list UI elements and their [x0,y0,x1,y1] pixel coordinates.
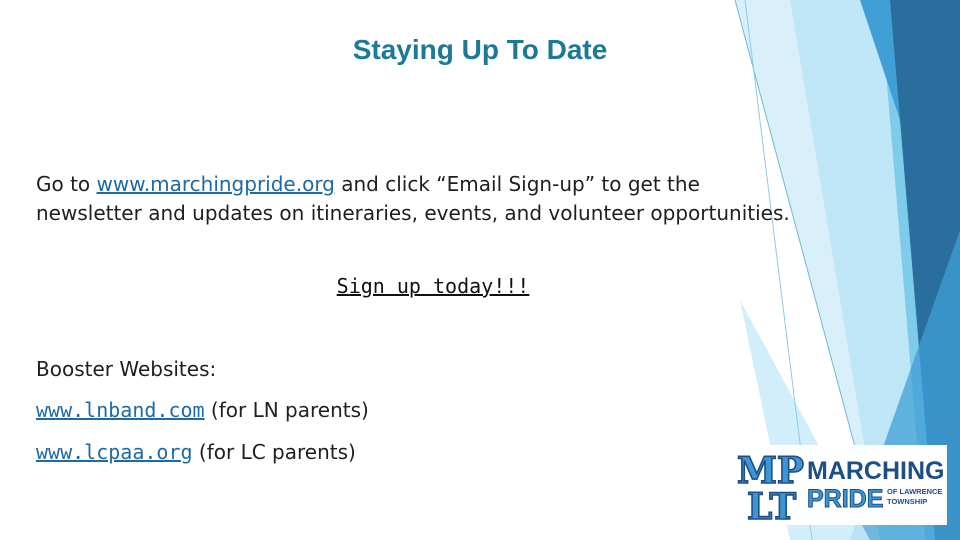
logo-monogram-top: MP [737,450,804,492]
lnband-note: (for LN parents) [204,398,369,422]
logo-monogram-bottom: LT [747,486,797,525]
sign-up-text: Sign up today!!! [336,274,530,298]
lcpaa-note: (for LC parents) [192,440,356,464]
logo-line1: MARCHING [807,457,945,485]
marching-pride-logo [729,445,947,525]
logo-line2: PRIDE [807,485,884,513]
lcpaa-link[interactable]: www.lcpaa.org [36,440,193,464]
logo-sub1: OF LAWRENCE [887,487,943,496]
intro-paragraph [36,170,806,228]
sign-up-callout [0,274,866,298]
page-title: Staying Up To Date [352,34,608,65]
logo-monogram-graphic [729,445,947,525]
booster-link-line-lc [36,440,356,464]
booster-link-line-ln [36,398,369,422]
logo-sub2: TOWNSHIP [887,497,928,506]
lnband-link[interactable]: www.lnband.com [36,398,205,422]
booster-heading: Booster Websites: [36,357,217,381]
marchingpride-link[interactable]: www.marchingpride.org [96,172,335,196]
intro-text-after: and click “Email Sign-up” to get the newsletter and updates on itineraries, events, and volunteer opportunities. [36,172,790,225]
intro-text-before: Go to [36,172,97,196]
